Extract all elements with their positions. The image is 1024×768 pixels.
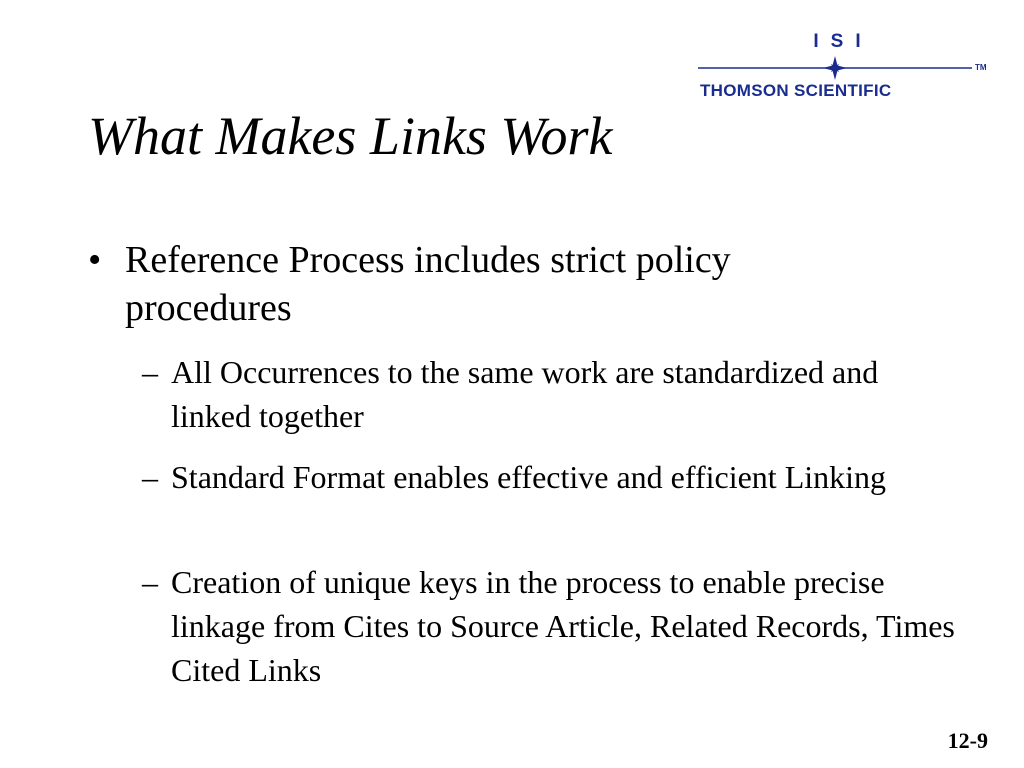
sub-bullet-marker: – bbox=[142, 459, 158, 495]
sub-bullet-text: Standard Format enables effective and efficient Linking bbox=[171, 459, 887, 495]
sub-bullet-item bbox=[142, 560, 962, 692]
sub-bullet-text: All Occurrences to the same work are standardized and linked together bbox=[171, 354, 879, 434]
logo-star-rule bbox=[694, 26, 994, 86]
sub-bullet-marker: – bbox=[142, 354, 158, 390]
sub-bullet-text: Creation of unique keys in the process to enable precise linkage from Cites to Source Article, Related Records, Times Cited Links bbox=[171, 564, 955, 688]
bullet-marker: • bbox=[88, 239, 102, 281]
slide-title: What Makes Links Work bbox=[88, 106, 613, 166]
page-number: 12-9 bbox=[947, 728, 988, 753]
sub-bullet-item bbox=[142, 455, 962, 499]
sub-bullet-item bbox=[142, 350, 962, 438]
logo-name-text: THOMSON SCIENTIFIC bbox=[700, 81, 892, 100]
logo-isi-text: ISI bbox=[813, 31, 873, 52]
logo-trademark: TM bbox=[975, 63, 987, 72]
sub-bullet-marker: – bbox=[142, 564, 158, 600]
thomson-scientific-logo bbox=[694, 26, 994, 106]
bullet-item bbox=[88, 236, 888, 332]
bullet-text: Reference Process includes strict policy procedures bbox=[125, 239, 731, 329]
